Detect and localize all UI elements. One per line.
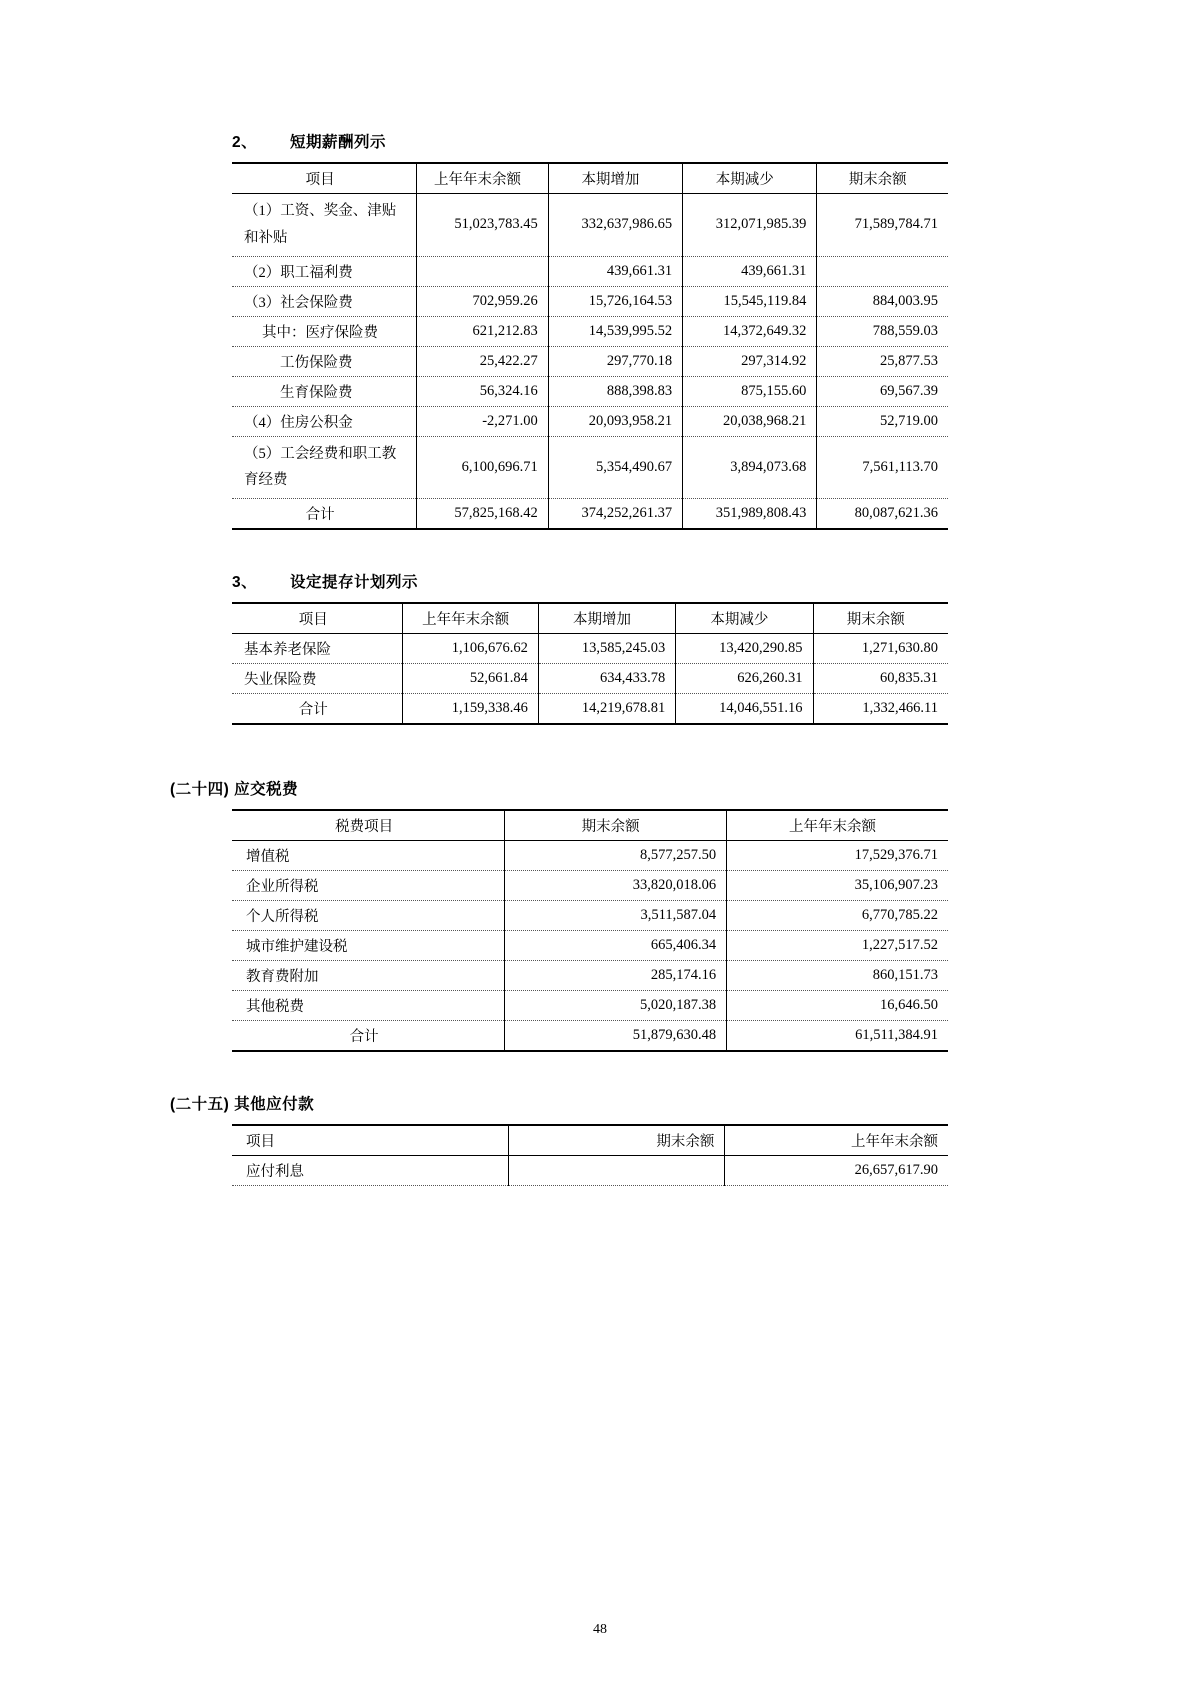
row-value: 52,661.84: [403, 664, 538, 694]
table-row: [232, 634, 948, 664]
row-value: 5,354,490.67: [548, 436, 682, 499]
row-value: [508, 1156, 725, 1186]
row-value: 634,433.78: [538, 664, 675, 694]
row-value: 17,529,376.71: [727, 841, 948, 871]
table-row: [232, 664, 948, 694]
column-header-item: 项目: [232, 603, 403, 634]
spacer: [170, 725, 1030, 777]
table-header-row: [232, 603, 948, 634]
row-value: 20,038,968.21: [683, 406, 817, 436]
row-value: 788,559.03: [817, 316, 948, 346]
column-header-tax-item: 税费项目: [232, 810, 505, 841]
row-value: 35,106,907.23: [727, 871, 948, 901]
row-value: 26,657,617.90: [725, 1156, 948, 1186]
row-value: 888,398.83: [548, 376, 682, 406]
table-row: [232, 406, 948, 436]
row-value: 3,894,073.68: [683, 436, 817, 499]
row-value: 351,989,808.43: [683, 499, 817, 530]
table-body: [232, 841, 948, 1052]
row-value: [817, 256, 948, 286]
row-value: 14,539,995.52: [548, 316, 682, 346]
row-value: 312,071,985.39: [683, 194, 817, 257]
section-heading-defined-contribution: [170, 570, 1030, 592]
table-total-row: [232, 1021, 948, 1052]
column-header-increase: 本期增加: [548, 163, 682, 194]
row-value: 884,003.95: [817, 286, 948, 316]
row-value: 51,879,630.48: [505, 1021, 727, 1052]
column-header-opening: 上年年末余额: [403, 603, 538, 634]
row-value: 14,372,649.32: [683, 316, 817, 346]
row-label: （2）职工福利费: [232, 256, 417, 286]
table-row: [232, 991, 948, 1021]
column-header-increase: 本期增加: [538, 603, 675, 634]
row-label: 生育保险费: [232, 376, 417, 406]
table-defined-contribution: [232, 602, 948, 725]
row-value: 14,219,678.81: [538, 694, 675, 725]
row-value: 1,271,630.80: [813, 634, 948, 664]
row-label: 基本养老保险: [232, 634, 403, 664]
column-header-opening: 上年年末余额: [725, 1125, 948, 1156]
column-header-closing: 期末余额: [505, 810, 727, 841]
row-value: 875,155.60: [683, 376, 817, 406]
column-header-opening: 上年年末余额: [417, 163, 549, 194]
spacer: [170, 530, 1030, 570]
row-value: 5,020,187.38: [505, 991, 727, 1021]
table-row: [232, 436, 948, 499]
table-other-payables: [232, 1124, 948, 1186]
table-row: [232, 286, 948, 316]
table-row: [232, 376, 948, 406]
table-taxes: [232, 809, 948, 1052]
table-wrapper-compensation: [232, 162, 1030, 530]
row-label: （4）住房公积金: [232, 406, 417, 436]
row-value: 332,637,986.65: [548, 194, 682, 257]
table-header-row: [232, 810, 948, 841]
table-compensation: [232, 162, 948, 530]
row-label: 其他税费: [232, 991, 505, 1021]
row-label: 应付利息: [232, 1156, 508, 1186]
row-value: [417, 256, 549, 286]
table-row: [232, 871, 948, 901]
table-row: [232, 194, 948, 257]
row-label: 合计: [232, 694, 403, 725]
row-label: 个人所得税: [232, 901, 505, 931]
row-value: 57,825,168.42: [417, 499, 549, 530]
row-value: 15,726,164.53: [548, 286, 682, 316]
table-body: [232, 1156, 948, 1186]
row-value: 13,585,245.03: [538, 634, 675, 664]
section-title: 短期薪酬列示: [290, 134, 387, 151]
table-row: [232, 256, 948, 286]
row-value: 25,422.27: [417, 346, 549, 376]
row-label: 城市维护建设税: [232, 931, 505, 961]
row-value: 297,314.92: [683, 346, 817, 376]
section-heading-taxes: (二十四) 应交税费: [170, 781, 299, 799]
table-row: [232, 961, 948, 991]
table-header-row: [232, 1125, 948, 1156]
row-label: 失业保险费: [232, 664, 403, 694]
row-value: 1,227,517.52: [727, 931, 948, 961]
row-value: 1,106,676.62: [403, 634, 538, 664]
row-value: 33,820,018.06: [505, 871, 727, 901]
section-number: 2、: [232, 134, 258, 151]
row-value: 6,770,785.22: [727, 901, 948, 931]
row-value: 3,511,587.04: [505, 901, 727, 931]
row-value: 1,159,338.46: [403, 694, 538, 725]
row-value: 52,719.00: [817, 406, 948, 436]
row-label: 增值税: [232, 841, 505, 871]
row-label: 其中：医疗保险费: [232, 316, 417, 346]
row-value: 61,511,384.91: [727, 1021, 948, 1052]
section-number: 3、: [232, 574, 258, 592]
row-value: 56,324.16: [417, 376, 549, 406]
column-header-closing: 期末余额: [813, 603, 948, 634]
table-wrapper-other-payables: [232, 1124, 1030, 1186]
row-value: 297,770.18: [548, 346, 682, 376]
row-label: 教育费附加: [232, 961, 505, 991]
row-label: 企业所得税: [232, 871, 505, 901]
table-body: [232, 634, 948, 725]
table-body: [232, 194, 948, 530]
row-value: 20,093,958.21: [548, 406, 682, 436]
row-value: 626,260.31: [676, 664, 813, 694]
row-value: 374,252,261.37: [548, 499, 682, 530]
row-value: 69,567.39: [817, 376, 948, 406]
column-header-closing: 期末余额: [508, 1125, 725, 1156]
column-header-item: 项目: [232, 1125, 508, 1156]
row-value: -2,271.00: [417, 406, 549, 436]
row-value: 439,661.31: [683, 256, 817, 286]
row-value: 285,174.16: [505, 961, 727, 991]
column-header-decrease: 本期减少: [683, 163, 817, 194]
table-header: [232, 163, 948, 194]
column-header-item: 项目: [232, 163, 417, 194]
table-header: [232, 810, 948, 841]
row-label: 工伤保险费: [232, 346, 417, 376]
table-total-row: [232, 499, 948, 530]
column-header-opening: 上年年末余额: [727, 810, 948, 841]
row-value: 621,212.83: [417, 316, 549, 346]
row-value: 13,420,290.85: [676, 634, 813, 664]
table-wrapper-taxes: [232, 809, 1030, 1052]
row-value: 860,151.73: [727, 961, 948, 991]
table-header-row: [232, 163, 948, 194]
row-label: （5）工会经费和职工教育经费: [232, 436, 417, 499]
table-header: [232, 1125, 948, 1156]
table-row: [232, 316, 948, 346]
table-row: [232, 901, 948, 931]
table-row: [232, 346, 948, 376]
row-label: （3）社会保险费: [232, 286, 417, 316]
spacer: [170, 1052, 1030, 1092]
row-value: 6,100,696.71: [417, 436, 549, 499]
table-row: [232, 841, 948, 871]
section-heading-other-payables: (二十五) 其他应付款: [170, 1096, 315, 1114]
row-label: 合计: [232, 1021, 505, 1052]
row-value: 702,959.26: [417, 286, 549, 316]
table-wrapper-defined-contribution: [232, 602, 1030, 725]
section-title: 设定提存计划列示: [290, 574, 419, 592]
table-row: [232, 1156, 948, 1186]
section-heading-compensation: [170, 130, 1030, 152]
row-value: 665,406.34: [505, 931, 727, 961]
table-row: [232, 931, 948, 961]
row-label: （1）工资、奖金、津贴和补贴: [232, 194, 417, 257]
row-value: 8,577,257.50: [505, 841, 727, 871]
row-value: 60,835.31: [813, 664, 948, 694]
table-total-row: [232, 694, 948, 725]
row-value: 14,046,551.16: [676, 694, 813, 725]
column-header-decrease: 本期减少: [676, 603, 813, 634]
row-value: 25,877.53: [817, 346, 948, 376]
row-value: 15,545,119.84: [683, 286, 817, 316]
row-label: 合计: [232, 499, 417, 530]
row-value: 1,332,466.11: [813, 694, 948, 725]
table-header: [232, 603, 948, 634]
row-value: 439,661.31: [548, 256, 682, 286]
row-value: 16,646.50: [727, 991, 948, 1021]
row-value: 71,589,784.71: [817, 194, 948, 257]
row-value: 7,561,113.70: [817, 436, 948, 499]
column-header-closing: 期末余额: [817, 163, 948, 194]
row-value: 80,087,621.36: [817, 499, 948, 530]
row-value: 51,023,783.45: [417, 194, 549, 257]
page-number: 48: [593, 1622, 607, 1637]
